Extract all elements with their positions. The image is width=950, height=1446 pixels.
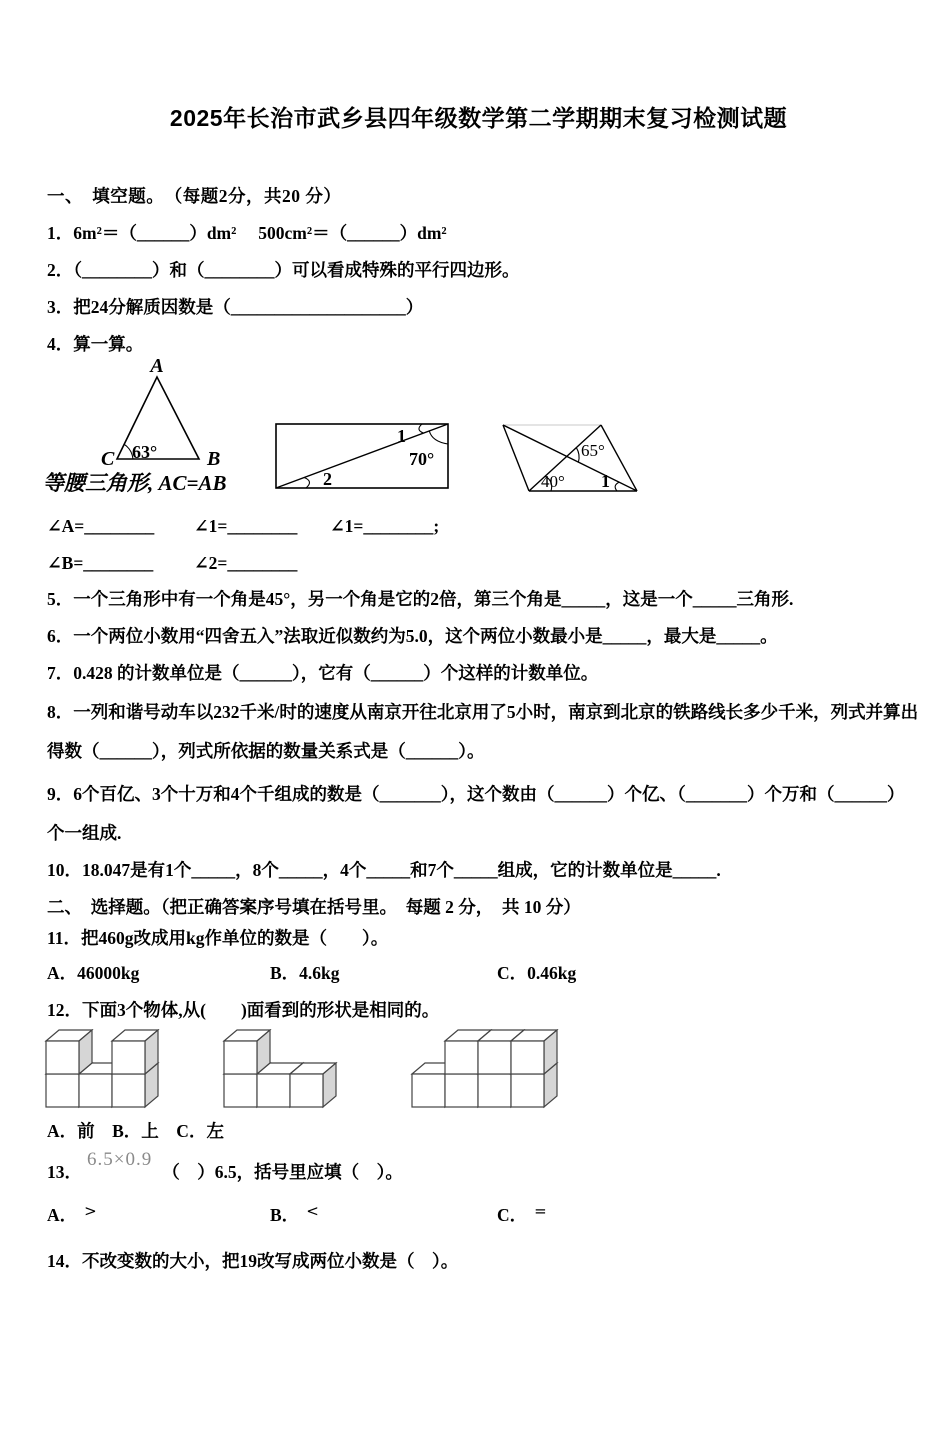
question-12: 12．下面3个物体,从( )面看到的形状是相同的。	[47, 1000, 440, 1020]
question-11: 11．把460g改成用kg作单位的数是（ ）。	[47, 928, 389, 948]
q13-option-a: A． >	[47, 1202, 97, 1225]
angle-blank-1a: ∠1=________	[194, 516, 298, 536]
exam-page	[0, 102, 950, 1446]
cross-angle40-label: 40°	[541, 472, 565, 491]
rect-angle1-label: 1	[397, 426, 406, 446]
greater-than-symbol: >	[84, 1202, 97, 1220]
question-8-line1: 8．一列和谐号动车以232千米/时的速度从南京开往北京用了5小时，南京到北京的铁路线长多少千米，列式并算出	[47, 702, 919, 722]
angle-blank-B: ∠B=________	[47, 553, 154, 573]
rect-angle2-label: 2	[323, 469, 332, 489]
angle-answer-row-2	[47, 551, 910, 575]
angle-blank-2: ∠2=________	[194, 553, 298, 573]
angle-answer-row-1	[47, 514, 910, 538]
isosceles-triangle-figure	[77, 359, 252, 471]
geometry-figures-row	[43, 359, 910, 501]
angle-blank-A: ∠A=________	[47, 516, 155, 536]
q11-option-c: C．0.46kg	[497, 963, 577, 983]
cross-angle65-label: 65°	[581, 441, 605, 460]
q13-text: （ ）6.5，括号里应填（ ）。	[162, 1162, 403, 1182]
q13-option-c: C． =	[497, 1202, 547, 1225]
triangle-left-label: C	[101, 448, 115, 470]
question-2: 2．（________）和（________）可以看成特殊的平行四边形。	[47, 260, 520, 280]
question-1: 1．6m²＝（______）dm² 500cm²＝（______）dm²	[47, 223, 447, 243]
question-8-line2: 得数（______），列式所依据的数量关系式是（______）。	[47, 741, 485, 761]
cube-figure-1	[41, 1029, 169, 1111]
question-9-line1: 9．6个百亿、3个十万和4个千组成的数是（_______），这个数由（______）个亿、（_______）个万和（______）	[47, 784, 905, 804]
q13-number: 13．	[47, 1162, 82, 1182]
q11-option-a: A．46000kg	[47, 963, 140, 983]
q12-options-row: A．前 B．上 C．左	[47, 1121, 224, 1141]
cube-figure-3	[407, 1029, 569, 1111]
question-4: 4．算一算。	[47, 334, 144, 354]
q13-option-b: B． <	[270, 1202, 319, 1225]
angle-blank-1b: ∠1=________;	[330, 516, 440, 536]
question-3: 3．把24分解质因数是（____________________）	[47, 297, 424, 317]
triangle-right-label: B	[207, 448, 221, 470]
q13-expression: 6.5×0.9	[87, 1149, 153, 1170]
q11-options-row	[47, 961, 910, 986]
cube-figure-2	[219, 1029, 347, 1111]
equals-symbol: =	[534, 1202, 547, 1220]
triangle-angle-label: 63°	[132, 442, 158, 462]
section2-heading: 二、 选择题。（把正确答案序号填在括号里。 每题 2 分， 共 10 分）	[47, 897, 581, 917]
triangle-apex-label: A	[150, 359, 164, 377]
cube-figures-row	[47, 1029, 910, 1115]
rect-angle70-label: 70°	[409, 449, 435, 469]
question-9-line2: 个一组成.	[47, 823, 122, 843]
section1-heading: 一、 填空题。 （每题2分，共20 分）	[47, 186, 342, 206]
triangle-caption: 等腰三角形, AC=AB	[43, 471, 227, 495]
question-13	[47, 1149, 910, 1185]
cross-angle1-label: 1	[601, 471, 610, 491]
question-7: 7．0.428 的计数单位是（______），它有（______）个这样的计数单位。	[47, 663, 599, 683]
question-14: 14．不改变数的大小，把19改写成两位小数是（ ）。	[47, 1251, 459, 1271]
question-6: 6．一个两位小数用“四舍五入”法取近似数约为5.0，这个两位小数最小是_____，最大是_____。	[47, 626, 778, 646]
q11-option-b: B．4.6kg	[270, 963, 340, 983]
less-than-symbol: <	[306, 1202, 319, 1220]
question-5: 5．一个三角形中有一个角是45°，另一个角是它的2倍，第三个角是_____，这是一个_____三角形.	[47, 589, 794, 609]
page-title: 2025年长治市武乡县四年级数学第二学期期末复习检测试题	[169, 105, 788, 131]
crossed-triangles-figure	[497, 422, 647, 496]
rectangle-diagonal-figure	[275, 421, 453, 493]
q13-options-row	[47, 1203, 910, 1229]
question-10: 10．18.047是有1个_____，8个_____，4个_____和7个_____组成，它的计数单位是_____.	[47, 860, 721, 880]
